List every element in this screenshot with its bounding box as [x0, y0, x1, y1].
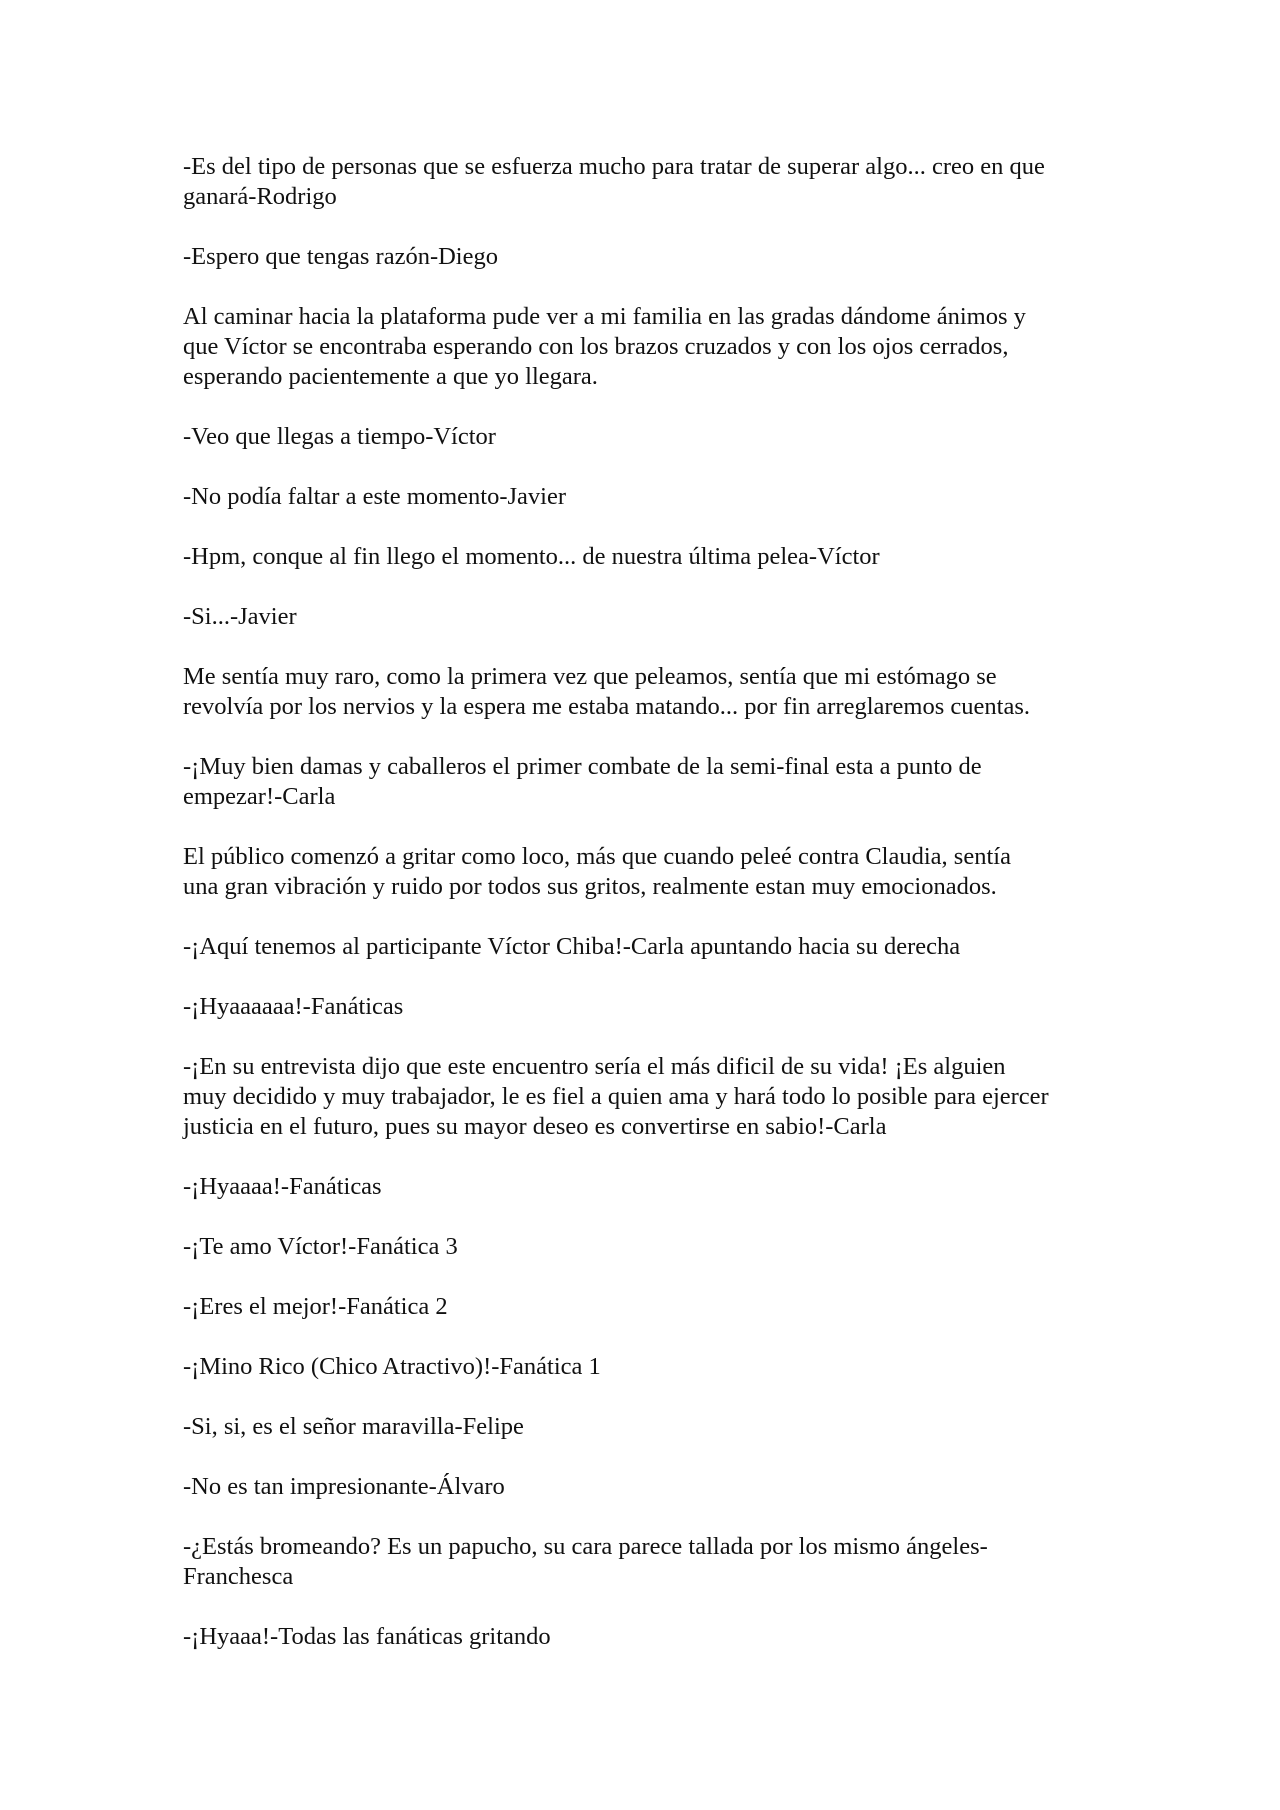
text-line: esperando pacientemente a que yo llegara.: [183, 363, 598, 390]
text-line: El público comenzó a gritar como loco, más que cuando peleé contra Claudia, sentía: [183, 843, 1011, 870]
text-line: -¡Hyaaaaaa!-Fanáticas: [183, 993, 404, 1020]
text-line: -Es del tipo de personas que se esfuerza mucho para tratar de superar algo... creo en que: [183, 153, 1045, 180]
text-line: una gran vibración y ruido por todos sus gritos, realmente estan muy emocionados.: [183, 873, 997, 900]
paragraph: [183, 1052, 1113, 1142]
paragraph: [183, 482, 1113, 512]
paragraph: [183, 752, 1113, 812]
paragraph: [183, 842, 1113, 902]
text-line: -¡Hyaaaa!-Fanáticas: [183, 1173, 382, 1200]
paragraph: [183, 422, 1113, 452]
paragraph: [183, 1172, 1113, 1202]
paragraph: [183, 602, 1113, 632]
paragraph: [183, 542, 1113, 572]
text-line: -Espero que tengas razón-Diego: [183, 243, 498, 270]
paragraph: [183, 1352, 1113, 1382]
paragraph: [183, 302, 1113, 392]
text-line: -Hpm, conque al fin llego el momento... de nuestra última pelea-Víctor: [183, 543, 880, 570]
text-line: que Víctor se encontraba esperando con los brazos cruzados y con los ojos cerrados,: [183, 333, 1009, 360]
paragraph: [183, 1292, 1113, 1322]
text-line: -¡Aquí tenemos al participante Víctor Chiba!-Carla apuntando hacia su derecha: [183, 933, 961, 960]
text-line: -¡Mino Rico (Chico Atractivo)!-Fanática 1: [183, 1353, 601, 1380]
text-line: -¿Estás bromeando? Es un papucho, su cara parece tallada por los mismo ángeles-: [183, 1533, 988, 1560]
paragraph: [183, 1232, 1113, 1262]
text-line: -¡En su entrevista dijo que este encuentro sería el más dificil de su vida! ¡Es alguien: [183, 1053, 1006, 1080]
paragraph: [183, 662, 1113, 722]
text-line: revolvía por los nervios y la espera me estaba matando... por fin arreglaremos cuentas.: [183, 693, 1030, 720]
text-line: Al caminar hacia la plataforma pude ver a mi familia en las gradas dándome ánimos y: [183, 303, 1026, 330]
text-line: empezar!-Carla: [183, 783, 336, 810]
text-line: -No es tan impresionante-Álvaro: [183, 1473, 505, 1500]
text-line: -Si, si, es el señor maravilla-Felipe: [183, 1413, 524, 1440]
paragraph: [183, 1622, 1113, 1652]
text-line: -No podía faltar a este momento-Javier: [183, 483, 567, 510]
paragraph: [183, 992, 1113, 1022]
paragraph: [183, 242, 1113, 272]
paragraph: [183, 932, 1113, 962]
text-line: Franchesca: [183, 1563, 294, 1590]
text-line: ganará-Rodrigo: [183, 183, 337, 210]
paragraph: [183, 1472, 1113, 1502]
paragraph: [183, 152, 1113, 212]
text-line: justicia en el futuro, pues su mayor deseo es convertirse en sabio!-Carla: [183, 1113, 887, 1140]
text-line: -Veo que llegas a tiempo-Víctor: [183, 423, 496, 450]
text-line: Me sentía muy raro, como la primera vez que peleamos, sentía que mi estómago se: [183, 663, 997, 690]
text-line: -¡Eres el mejor!-Fanática 2: [183, 1293, 448, 1320]
text-line: -Si...-Javier: [183, 603, 297, 630]
paragraph: [183, 1412, 1113, 1442]
paragraph: [183, 1532, 1113, 1592]
text-line: -¡Hyaaa!-Todas las fanáticas gritando: [183, 1623, 551, 1650]
document-page: [183, 152, 1113, 1682]
text-line: -¡Te amo Víctor!-Fanática 3: [183, 1233, 458, 1260]
text-line: -¡Muy bien damas y caballeros el primer combate de la semi-final esta a punto de: [183, 753, 982, 780]
text-line: muy decidido y muy trabajador, le es fiel a quien ama y hará todo lo posible para ejercer: [183, 1083, 1049, 1110]
